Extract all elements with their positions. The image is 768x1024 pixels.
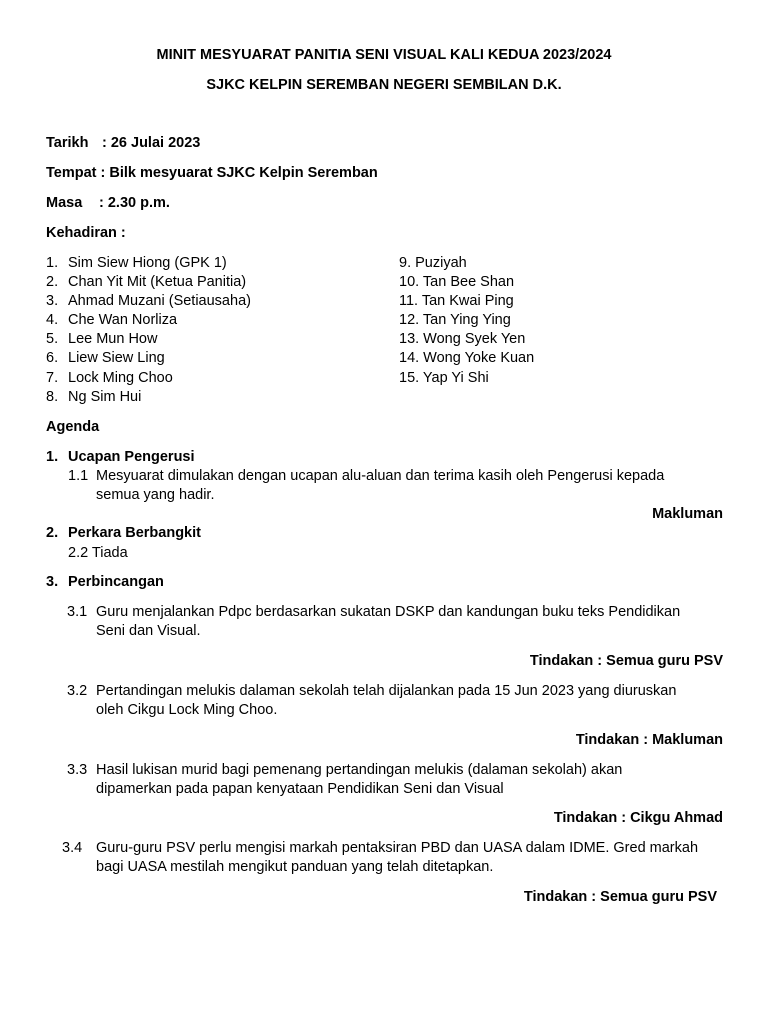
place-line: Tempat : Bilk mesyuarat SJKC Kelpin Seremban xyxy=(46,165,378,181)
attendee-name: Che Wan Norliza xyxy=(68,312,178,328)
attendee-item: 15. Yap Yi Shi xyxy=(399,370,489,386)
action-label: Tindakan : Cikgu Ahmad xyxy=(553,810,723,826)
section-title: Ucapan Pengerusi xyxy=(68,449,195,465)
attendee-num: 1. xyxy=(46,255,59,271)
attendee-num: 6. xyxy=(46,350,59,366)
attendee-num: 2. xyxy=(46,274,59,290)
section-title: Perbincangan xyxy=(68,574,164,590)
item-number: 3.4 xyxy=(62,840,83,856)
attendee-num: 3. xyxy=(46,293,59,309)
item-text: Guru-guru PSV perlu mengisi markah pentaksiran PBD dan UASA dalam IDME. Gred markah xyxy=(96,840,699,856)
item-text: bagi UASA mestilah mengikut panduan yang telah ditetapkan. xyxy=(96,859,494,875)
item-number: 3.2 xyxy=(67,683,88,699)
document-title: MINIT MESYUARAT PANITIA SENI VISUAL KALI KEDUA 2023/2024 xyxy=(156,47,612,63)
attendee-item: 14. Wong Yoke Kuan xyxy=(399,350,535,366)
item-text: Pertandingan melukis dalaman sekolah telah dijalankan pada 15 Jun 2023 yang diuruskan xyxy=(96,683,677,699)
attendee-item: 13. Wong Syek Yen xyxy=(399,331,526,347)
attendee-name: Lock Ming Choo xyxy=(68,370,173,386)
attendee-name: Chan Yit Mit (Ketua Panitia) xyxy=(68,274,247,290)
item-text: Hasil lukisan murid bagi pemenang pertandingan melukis (dalaman sekolah) akan xyxy=(96,762,623,778)
item-number: 3.3 xyxy=(67,762,88,778)
attendee-num: 4. xyxy=(46,312,59,328)
item-text: Seni dan Visual. xyxy=(96,623,201,639)
school-name: SJKC KELPIN SEREMBAN NEGERI SEMBILAN D.K. xyxy=(206,77,562,93)
action-label: Tindakan : Semua guru PSV xyxy=(529,653,723,669)
item-text: 2.2 Tiada xyxy=(68,545,128,561)
section-number: 2. xyxy=(46,525,59,541)
attendee-name: Liew Siew Ling xyxy=(68,350,165,366)
time-value: : 2.30 p.m. xyxy=(99,195,170,211)
attendee-item: 9. Puziyah xyxy=(399,255,467,271)
action-label: Makluman xyxy=(652,506,723,522)
item-text: semua yang hadir. xyxy=(96,487,215,503)
attendee-num: 8. xyxy=(46,389,59,405)
attendee-item: 12. Tan Ying Ying xyxy=(399,312,511,328)
agenda-heading: Agenda xyxy=(46,419,100,435)
attendee-name: Ng Sim Hui xyxy=(68,389,142,405)
time-label: Masa xyxy=(46,195,83,211)
item-text: dipamerkan pada papan kenyataan Pendidikan Seni dan Visual xyxy=(96,781,504,797)
attendee-num: 5. xyxy=(46,331,59,347)
item-number: 3.1 xyxy=(67,604,88,620)
item-number: 1.1 xyxy=(68,468,89,484)
attendee-num: 7. xyxy=(46,370,59,386)
section-number: 1. xyxy=(46,449,59,465)
item-text: oleh Cikgu Lock Ming Choo. xyxy=(96,702,278,718)
attendee-item: 11. Tan Kwai Ping xyxy=(399,293,514,309)
section-title: Perkara Berbangkit xyxy=(68,525,201,541)
attendance-label: Kehadiran : xyxy=(46,225,126,241)
attendee-name: Sim Siew Hiong (GPK 1) xyxy=(68,255,227,271)
attendee-name: Ahmad Muzani (Setiausaha) xyxy=(68,293,251,309)
item-text: Mesyuarat dimulakan dengan ucapan alu-aluan dan terima kasih oleh Pengerusi kepada xyxy=(96,468,665,484)
date-value: : 26 Julai 2023 xyxy=(102,135,201,151)
attendee-item: 10. Tan Bee Shan xyxy=(399,274,515,290)
section-number: 3. xyxy=(46,574,59,590)
item-text: Guru menjalankan Pdpc berdasarkan sukatan DSKP dan kandungan buku teks Pendidikan xyxy=(96,604,681,620)
attendee-name: Lee Mun How xyxy=(68,331,158,347)
action-label: Tindakan : Makluman xyxy=(575,732,723,748)
action-label: Tindakan : Semua guru PSV xyxy=(523,889,717,905)
date-label: Tarikh xyxy=(46,135,89,151)
